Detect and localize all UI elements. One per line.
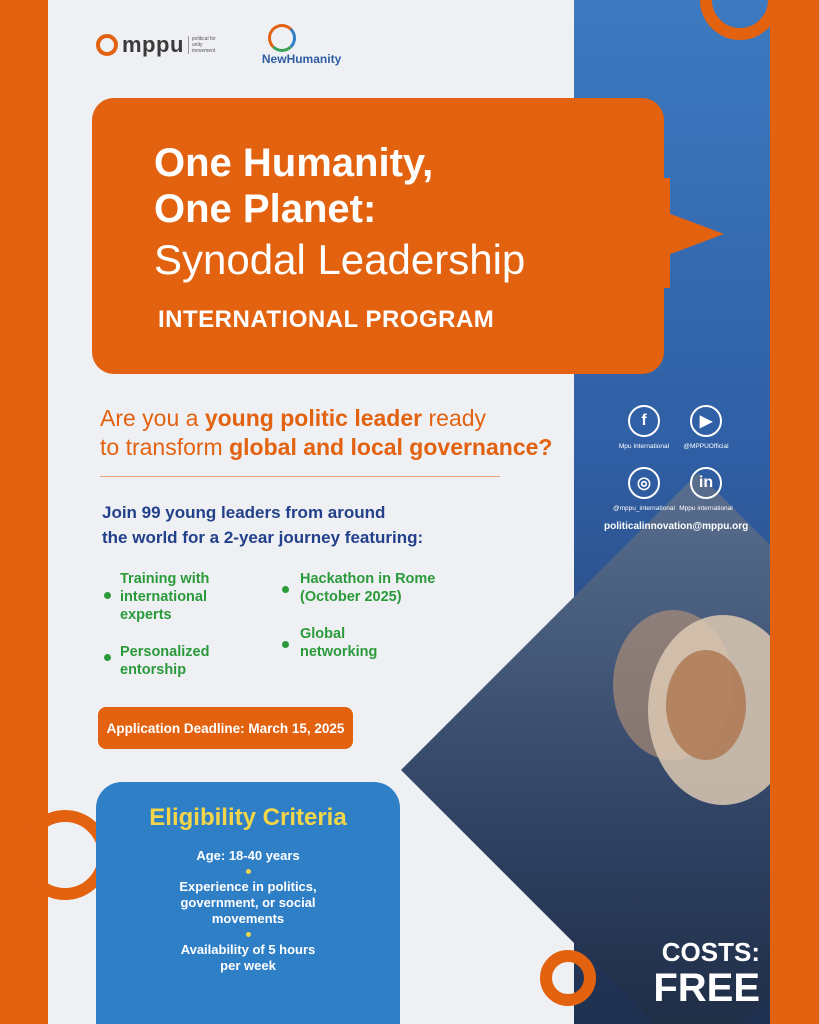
social-label: Mppu international bbox=[679, 505, 733, 512]
feature-line: Hackathon in Rome bbox=[300, 571, 436, 587]
feature-item bbox=[120, 570, 209, 624]
intro-line: the world for a 2-year journey featuring: bbox=[102, 528, 424, 547]
question-text bbox=[100, 404, 552, 462]
eligibility-item bbox=[96, 848, 400, 864]
eligibility-line: Experience in politics, bbox=[179, 879, 317, 894]
feature-item bbox=[120, 643, 209, 679]
feature-line: Global bbox=[300, 626, 346, 642]
feature-line: (October 2025) bbox=[300, 589, 402, 605]
eligibility-separator bbox=[246, 869, 251, 874]
eligibility-title: Eligibility Criteria bbox=[149, 804, 347, 831]
feature-line: entorship bbox=[120, 662, 187, 678]
title-line-1: One Humanity, bbox=[154, 141, 434, 185]
feature-item bbox=[300, 625, 377, 661]
eligibility-separator bbox=[246, 932, 251, 937]
bullet-dot bbox=[104, 592, 111, 599]
feature-line: Training with bbox=[120, 571, 210, 587]
eligibility-item bbox=[96, 879, 400, 927]
divider bbox=[100, 476, 500, 477]
feature-line: networking bbox=[300, 644, 378, 660]
question-bold: global and local governance? bbox=[229, 434, 553, 460]
newhumanity-logo bbox=[262, 24, 341, 66]
title-subtitle: INTERNATIONAL PROGRAM bbox=[158, 306, 495, 333]
eligibility-item bbox=[96, 942, 400, 974]
feature-line: international bbox=[120, 589, 208, 605]
eligibility-line: Age: 18-40 years bbox=[196, 848, 300, 863]
social-label: @mppu_international bbox=[613, 505, 675, 512]
mppu-logo bbox=[96, 32, 226, 58]
question-bold: young politic leader bbox=[204, 405, 423, 431]
social-youtube[interactable] bbox=[666, 405, 746, 450]
mppu-logo-word: mppu bbox=[122, 32, 184, 57]
bullet-dot bbox=[104, 654, 111, 661]
instagram-icon[interactable]: ◎ bbox=[628, 467, 660, 499]
costs-badge bbox=[640, 938, 760, 1010]
photo-face bbox=[666, 650, 746, 760]
title-box-pointer bbox=[660, 210, 724, 258]
question-part: to transform bbox=[100, 434, 230, 460]
bullet-dot bbox=[282, 641, 289, 648]
intro-text bbox=[102, 500, 423, 550]
costs-value: FREE bbox=[653, 966, 760, 1010]
feature-item bbox=[300, 570, 435, 606]
social-label: @MPPUOfficial bbox=[683, 443, 729, 450]
title-heading bbox=[154, 140, 433, 232]
deadline-badge: Application Deadline: March 15, 2025 bbox=[98, 707, 353, 749]
feature-line: experts bbox=[120, 607, 172, 623]
costs-label: COSTS: bbox=[661, 937, 760, 967]
eligibility-card bbox=[96, 782, 400, 1024]
title-line-2: One Planet: bbox=[154, 187, 377, 231]
social-linkedin[interactable] bbox=[666, 467, 746, 512]
question-part: Are you a bbox=[100, 405, 205, 431]
eligibility-line: Availability of 5 hours bbox=[180, 942, 316, 957]
title-line-3: Synodal Leadership bbox=[154, 236, 526, 283]
contact-email[interactable]: politicalinnovation@mppu.org bbox=[604, 521, 749, 532]
mppu-mark-icon bbox=[96, 34, 118, 56]
globe-icon bbox=[268, 24, 296, 52]
youtube-icon[interactable]: ▶ bbox=[690, 405, 722, 437]
feature-line: Personalized bbox=[120, 644, 210, 660]
facebook-icon[interactable]: f bbox=[628, 405, 660, 437]
social-label: Mpu International bbox=[618, 443, 670, 450]
eligibility-line: per week bbox=[220, 958, 276, 973]
logos bbox=[96, 24, 341, 66]
bullet-dot bbox=[282, 586, 289, 593]
eligibility-line: movements bbox=[211, 911, 285, 926]
decor-ring-bottom bbox=[540, 950, 596, 1006]
linkedin-icon[interactable]: in bbox=[690, 467, 722, 499]
newhumanity-logo-word: NewHumanity bbox=[261, 52, 342, 66]
intro-line: Join 99 young leaders from around bbox=[102, 503, 386, 522]
mppu-logo-tagline: political for unity movement bbox=[188, 36, 226, 54]
question-part: ready bbox=[422, 405, 487, 431]
eligibility-line: government, or social bbox=[180, 895, 316, 910]
